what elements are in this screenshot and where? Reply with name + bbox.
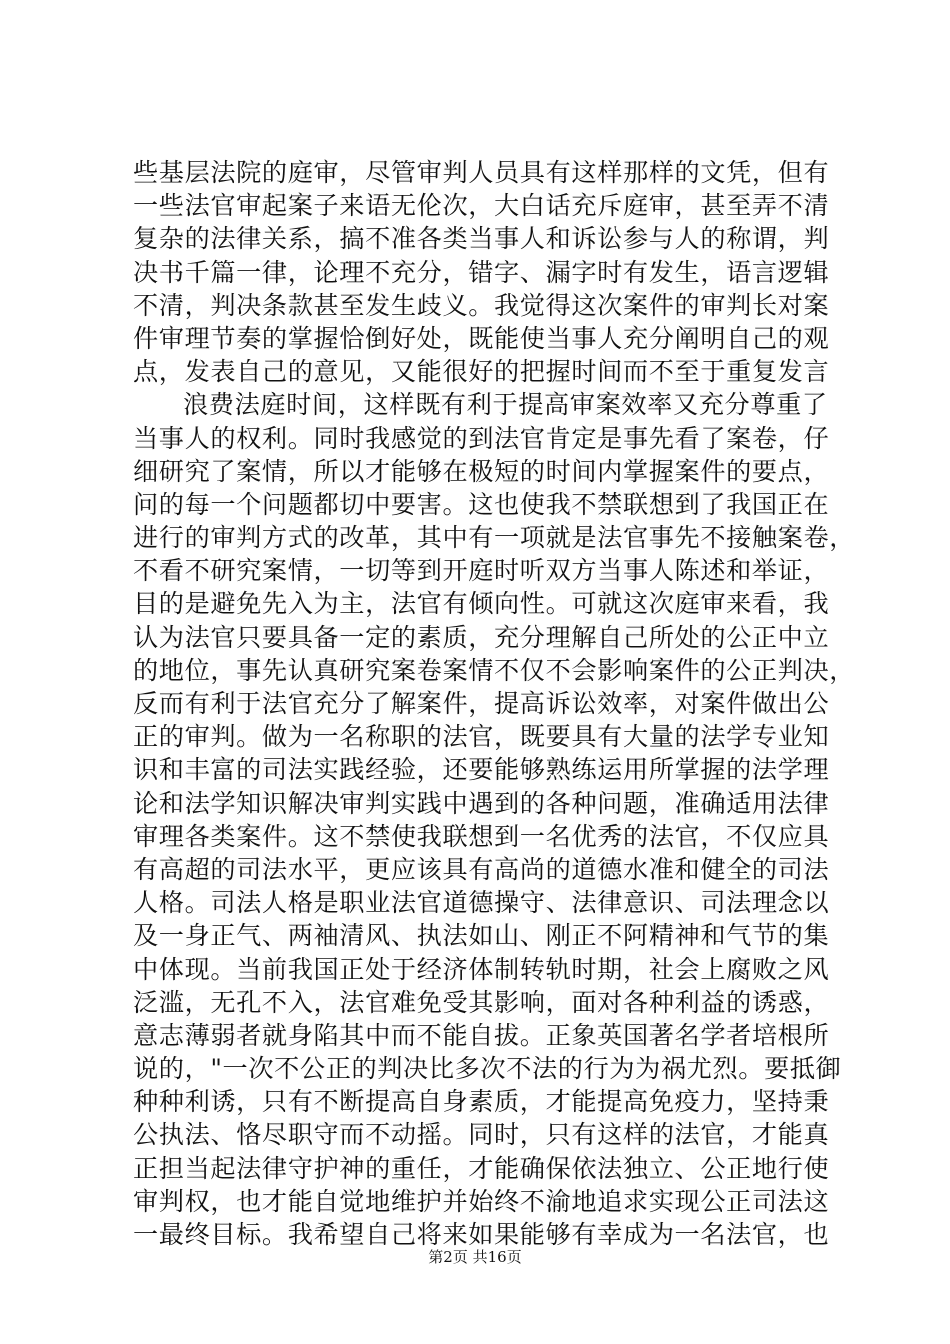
text-line: 论和法学知识解决审判实践中遇到的各种问题，准确适用法律 [133,788,830,818]
text-line: 说的，"一次不公正的判决比多次不法的行为为祸尤烈。要抵御 [133,1054,842,1084]
text-line: 反而有利于法官充分了解案件，提高诉讼效率，对案件做出公 [133,689,830,718]
text-line: 件审理节奏的掌握恰倒好处，既能使当事人充分阐明自己的观 [133,323,830,353]
text-line: 问的每一个问题都切中要害。这也使我不禁联想到了我国正在 [133,489,830,519]
text-line: 审判权，也才能自觉地维护并始终不渝地追求实现公正司法这 [133,1186,830,1216]
text-line: 进行的审判方式的改革，其中有一项就是法官事先不接触案卷， [133,523,856,553]
text-line: 决书千篇一律，论理不充分，错字、漏字时有发生，语言逻辑 [133,257,830,287]
text-line: 的地位，事先认真研究案卷案情不仅不会影响案件的公正判决， [133,655,856,685]
text-line: 一最终目标。我希望自己将来如果能够有幸成为一名法官，也 [133,1220,830,1249]
text-line: 当事人的权利。同时我感觉的到法官肯定是事先看了案卷，仔 [133,423,830,453]
text-line: 一些法官审起案子来语无伦次，大白话充斥庭审，甚至弄不清 [133,191,830,221]
page-number-label: 第2页 共16页 [428,1248,522,1266]
text-line: 不清，判决条款甚至发生歧义。我觉得这次案件的审判长对案 [133,290,830,320]
text-line: 正的审判。做为一名称职的法官，既要具有大量的法学专业知 [133,722,830,752]
text-line: 中体现。当前我国正处于经济体制转轨时期，社会上腐败之风 [133,954,830,984]
text-line: 认为法官只要具备一定的素质，充分理解自己所处的公正中立 [133,622,830,652]
body-text [133,156,856,1251]
text-line: 公执法、恪尽职守而不动摇。同时，只有这样的法官，才能真 [133,1120,830,1150]
page-footer [0,1246,950,1267]
text-line: 识和丰富的司法实践经验，还要能够熟练运用所掌握的法学理 [133,755,830,785]
text-line: 点，发表自己的意见，又能很好的把握时间而不至于重复发言 [133,357,830,387]
text-line-indented: 浪费法庭时间，这样既有利于提高审案效率又充分尊重了 [183,390,828,420]
text-line: 目的是避免先入为主，法官有倾向性。可就这次庭审来看，我 [133,589,830,619]
text-line: 人格。司法人格是职业法官道德操守、法律意识、司法理念以 [133,888,830,918]
text-line: 复杂的法律关系，搞不准各类当事人和诉讼参与人的称谓，判 [133,224,830,254]
text-line: 细研究了案情，所以才能够在极短的时间内掌握案件的要点， [133,456,830,486]
text-line: 正担当起法律守护神的重任，才能确保依法独立、公正地行使 [133,1153,830,1183]
text-line: 些基层法院的庭审，尽管审判人员具有这样那样的文凭，但有 [133,158,830,187]
text-line: 及一身正气、两袖清风、执法如山、刚正不阿精神和气节的集 [133,921,830,951]
text-line: 意志薄弱者就身陷其中而不能自拔。正象英国著名学者培根所 [133,1020,830,1050]
text-line: 有高超的司法水平，更应该具有高尚的道德水准和健全的司法 [133,854,830,884]
text-line: 审理各类案件。这不禁使我联想到一名优秀的法官，不仅应具 [133,821,830,851]
text-line: 泛滥，无孔不入，法官难免受其影响，面对各种利益的诱惑， [133,987,830,1017]
text-line: 种种利诱，只有不断提高自身素质，才能提高免疫力，坚持秉 [133,1087,830,1117]
text-line: 不看不研究案情，一切等到开庭时听双方当事人陈述和举证， [133,556,830,586]
